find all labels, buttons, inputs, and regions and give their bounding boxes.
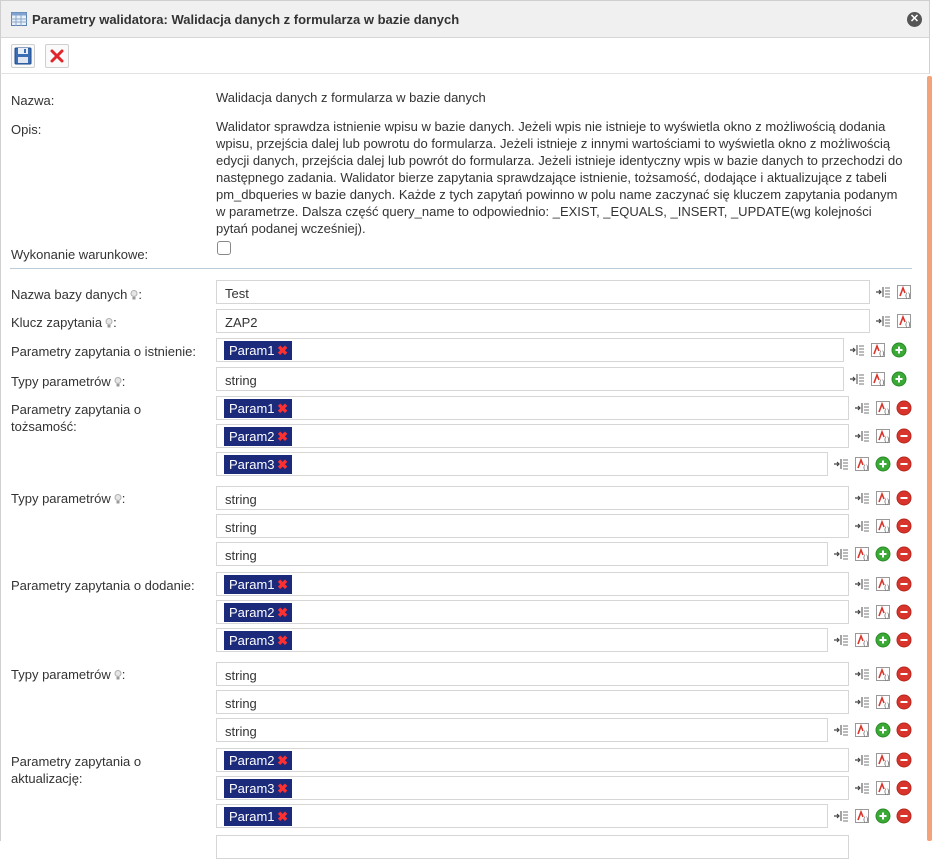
- types-2-field[interactable]: [216, 486, 849, 510]
- svg-text:(): (): [863, 640, 869, 648]
- param-tag[interactable]: [224, 807, 292, 826]
- expression-editor-icon[interactable]: [870, 342, 886, 358]
- expression-editor-icon[interactable]: [870, 371, 886, 387]
- expression-editor-icon[interactable]: [875, 780, 891, 796]
- tag-remove-icon[interactable]: ✖: [277, 753, 288, 768]
- expression-editor-icon[interactable]: [854, 546, 870, 562]
- field-value: string: [225, 668, 257, 683]
- svg-text:(): (): [863, 730, 869, 738]
- field-value: string: [225, 548, 257, 563]
- remove-row-icon[interactable]: [896, 400, 912, 416]
- update-param-field[interactable]: [216, 776, 849, 800]
- close-icon[interactable]: ✕: [907, 12, 922, 27]
- expression-editor-icon[interactable]: [854, 722, 870, 738]
- expression-editor-icon[interactable]: [875, 576, 891, 592]
- description-text: Walidator sprawdza istnienie wpisu w bazie danych. Jeżeli wpis nie istnieje to wyświetla okno z możliwością dodania wpisu, przejścia dalej lub powrotu do formularza. Jeżeli istnieje z innymi wartościami to wyświetla okno z możliwością edycji danych, przejścia dalej lub powrót do formularza. Jeżeli istnieje identyczny wpis w bazie danych to przechodzi do następnego zadania. Walidator bierze zapytania sprawdzające istnienie, tożsamość, dodające i aktualizujące z tabeli pm_dbqueries w bazie danych. Każde z tych zapytań powinno w polu name zaczynać się kluczem zapytania podanym w parametrze. Dalsza część query_name to odpowiednio: _EXIST, _EQUALS, _INSERT, _UPDATE(wg kolejności pytań podanej wcześniej).: [216, 119, 903, 236]
- tag-remove-icon[interactable]: ✖: [277, 429, 288, 444]
- insert-variable-icon[interactable]: [854, 694, 870, 710]
- types-3-field[interactable]: [216, 690, 849, 714]
- db-name-field[interactable]: [216, 280, 870, 304]
- add-row-icon[interactable]: [875, 546, 891, 562]
- remove-row-icon[interactable]: [896, 694, 912, 710]
- expression-editor-icon[interactable]: [875, 752, 891, 768]
- param-tag[interactable]: [224, 751, 292, 770]
- types-3-field[interactable]: [216, 662, 849, 686]
- param-tag-label: Param1: [229, 809, 275, 824]
- types-label-3: Typy parametrów :: [11, 667, 126, 682]
- equals-param-field[interactable]: [216, 452, 828, 476]
- svg-text:(): (): [884, 674, 890, 682]
- svg-text:(): (): [884, 788, 890, 796]
- hint-bulb-icon: [114, 667, 122, 677]
- window-titlebar: [0, 0, 930, 38]
- field-value: Test: [225, 286, 249, 301]
- remove-row-icon[interactable]: [896, 632, 912, 648]
- types-4-field[interactable]: [216, 835, 849, 859]
- svg-text:(): (): [884, 408, 890, 416]
- param-tag[interactable]: [224, 631, 292, 650]
- svg-text:(): (): [905, 292, 911, 300]
- svg-text:(): (): [879, 350, 885, 358]
- expression-editor-icon[interactable]: [854, 808, 870, 824]
- insert-variable-icon[interactable]: [854, 518, 870, 534]
- insert-variable-icon[interactable]: [854, 752, 870, 768]
- insert-variable-icon[interactable]: [833, 722, 849, 738]
- types-label-2: Typy parametrów :: [11, 491, 126, 506]
- remove-row-icon[interactable]: [896, 666, 912, 682]
- remove-row-icon[interactable]: [896, 490, 912, 506]
- svg-text:(): (): [905, 321, 911, 329]
- insert-variable-icon[interactable]: [854, 604, 870, 620]
- svg-text:(): (): [884, 584, 890, 592]
- insert-param-field[interactable]: [216, 628, 828, 652]
- insert-variable-icon[interactable]: [849, 342, 865, 358]
- insert-variable-icon[interactable]: [833, 632, 849, 648]
- equals-param-field[interactable]: [216, 424, 849, 448]
- section-divider: [10, 268, 912, 269]
- window-title: Parametry walidatora: Walidacja danych z formularza w bazie danych: [32, 12, 460, 27]
- name-value: Walidacja danych z formularza w bazie danych: [216, 90, 486, 105]
- insert-variable-icon[interactable]: [854, 490, 870, 506]
- insert-params-label: Parametry zapytania o dodanie:: [11, 578, 195, 593]
- insert-variable-icon[interactable]: [854, 666, 870, 682]
- param-tag[interactable]: [224, 455, 292, 474]
- update-param-field[interactable]: [216, 748, 849, 772]
- expression-editor-icon[interactable]: [875, 666, 891, 682]
- param-tag[interactable]: [224, 427, 292, 446]
- param-tag-label: Param3: [229, 457, 275, 472]
- exist-param-field[interactable]: [216, 338, 844, 362]
- query-key-field[interactable]: [216, 309, 870, 333]
- svg-text:(): (): [884, 760, 890, 768]
- param-tag[interactable]: [224, 779, 292, 798]
- insert-variable-icon[interactable]: [833, 546, 849, 562]
- insert-variable-icon[interactable]: [854, 780, 870, 796]
- field-value: string: [225, 492, 257, 507]
- remove-row-icon[interactable]: [896, 456, 912, 472]
- param-tag-label: Param2: [229, 753, 275, 768]
- tag-remove-icon[interactable]: ✖: [277, 577, 288, 592]
- param-tag-label: Param3: [229, 633, 275, 648]
- scrollbar[interactable]: [927, 76, 932, 841]
- equals-params-label: Parametry zapytania o tożsamość:: [11, 402, 142, 434]
- expression-editor-icon[interactable]: [875, 490, 891, 506]
- remove-row-icon[interactable]: [896, 780, 912, 796]
- insert-variable-icon[interactable]: [854, 428, 870, 444]
- field-value: string: [225, 724, 257, 739]
- types-2-field[interactable]: [216, 514, 849, 538]
- add-row-icon[interactable]: [875, 456, 891, 472]
- tag-remove-icon[interactable]: ✖: [277, 401, 288, 416]
- query-key-label: Klucz zapytania :: [11, 315, 117, 330]
- expression-editor-icon[interactable]: [896, 313, 912, 329]
- red-x-icon: [46, 55, 68, 70]
- remove-row-icon[interactable]: [896, 576, 912, 592]
- table-icon: [11, 12, 27, 26]
- svg-text:(): (): [863, 554, 869, 562]
- insert-param-field[interactable]: [216, 600, 849, 624]
- save-button[interactable]: [11, 44, 35, 68]
- add-row-icon[interactable]: [875, 722, 891, 738]
- update-params-label: Parametry zapytania o aktualizację:: [11, 754, 142, 786]
- insert-variable-icon[interactable]: [854, 576, 870, 592]
- field-value: string: [225, 696, 257, 711]
- db-name-label: Nazwa bazy danych :: [11, 287, 142, 302]
- insert-variable-icon[interactable]: [833, 456, 849, 472]
- add-row-icon[interactable]: [875, 632, 891, 648]
- tag-remove-icon[interactable]: ✖: [277, 633, 288, 648]
- svg-text:(): (): [884, 702, 890, 710]
- expression-editor-icon[interactable]: [896, 284, 912, 300]
- tag-remove-icon[interactable]: ✖: [277, 457, 288, 472]
- expression-editor-icon[interactable]: [854, 632, 870, 648]
- save-disk-icon: [12, 55, 34, 70]
- name-label: Nazwa:: [11, 93, 55, 108]
- param-tag-label: Param3: [229, 781, 275, 796]
- param-tag[interactable]: [224, 399, 292, 418]
- tag-remove-icon[interactable]: ✖: [277, 781, 288, 796]
- param-tag-label: Param2: [229, 605, 275, 620]
- add-row-icon[interactable]: [891, 371, 907, 387]
- conditional-label: Wykonanie warunkowe:: [11, 247, 149, 262]
- svg-text:(): (): [884, 498, 890, 506]
- field-value: string: [225, 373, 257, 388]
- field-value: string: [225, 520, 257, 535]
- insert-variable-icon[interactable]: [875, 313, 891, 329]
- expression-editor-icon[interactable]: [875, 400, 891, 416]
- conditional-checkbox[interactable]: [217, 241, 231, 255]
- expression-editor-icon[interactable]: [875, 604, 891, 620]
- svg-text:(): (): [879, 379, 885, 387]
- description-label: Opis:: [11, 122, 42, 137]
- add-row-icon[interactable]: [875, 808, 891, 824]
- tag-remove-icon[interactable]: ✖: [277, 809, 288, 824]
- insert-variable-icon[interactable]: [875, 284, 891, 300]
- hint-bulb-icon: [105, 315, 113, 325]
- expression-editor-icon[interactable]: [875, 428, 891, 444]
- insert-param-field[interactable]: [216, 572, 849, 596]
- svg-text:(): (): [863, 816, 869, 824]
- remove-row-icon[interactable]: [896, 546, 912, 562]
- remove-row-icon[interactable]: [896, 722, 912, 738]
- svg-text:(): (): [884, 436, 890, 444]
- exist-params-label: Parametry zapytania o istnienie:: [11, 344, 196, 359]
- cancel-button[interactable]: [45, 44, 69, 68]
- types-1-field[interactable]: [216, 367, 844, 391]
- insert-variable-icon[interactable]: [849, 371, 865, 387]
- param-tag[interactable]: [224, 341, 292, 360]
- remove-row-icon[interactable]: [896, 752, 912, 768]
- insert-variable-icon[interactable]: [833, 808, 849, 824]
- param-tag[interactable]: [224, 603, 292, 622]
- param-tag-label: Param2: [229, 429, 275, 444]
- hint-bulb-icon: [114, 374, 122, 384]
- add-row-icon[interactable]: [891, 342, 907, 358]
- types-2-field[interactable]: [216, 542, 828, 566]
- param-tag-label: Param1: [229, 577, 275, 592]
- param-tag[interactable]: [224, 575, 292, 594]
- param-tag-label: Param1: [229, 401, 275, 416]
- update-param-field[interactable]: [216, 804, 828, 828]
- equals-param-field[interactable]: [216, 396, 849, 420]
- expression-editor-icon[interactable]: [854, 456, 870, 472]
- svg-text:(): (): [863, 464, 869, 472]
- tag-remove-icon[interactable]: ✖: [277, 605, 288, 620]
- types-label-1: Typy parametrów :: [11, 374, 126, 389]
- svg-text:(): (): [884, 612, 890, 620]
- toolbar: [0, 38, 930, 74]
- svg-text:(): (): [884, 526, 890, 534]
- remove-row-icon[interactable]: [896, 428, 912, 444]
- remove-row-icon[interactable]: [896, 808, 912, 824]
- param-tag-label: Param1: [229, 343, 275, 358]
- tag-remove-icon[interactable]: ✖: [277, 343, 288, 358]
- remove-row-icon[interactable]: [896, 518, 912, 534]
- remove-row-icon[interactable]: [896, 604, 912, 620]
- field-value: ZAP2: [225, 315, 258, 330]
- expression-editor-icon[interactable]: [875, 694, 891, 710]
- expression-editor-icon[interactable]: [875, 518, 891, 534]
- types-3-field[interactable]: [216, 718, 828, 742]
- hint-bulb-icon: [114, 491, 122, 501]
- insert-variable-icon[interactable]: [854, 400, 870, 416]
